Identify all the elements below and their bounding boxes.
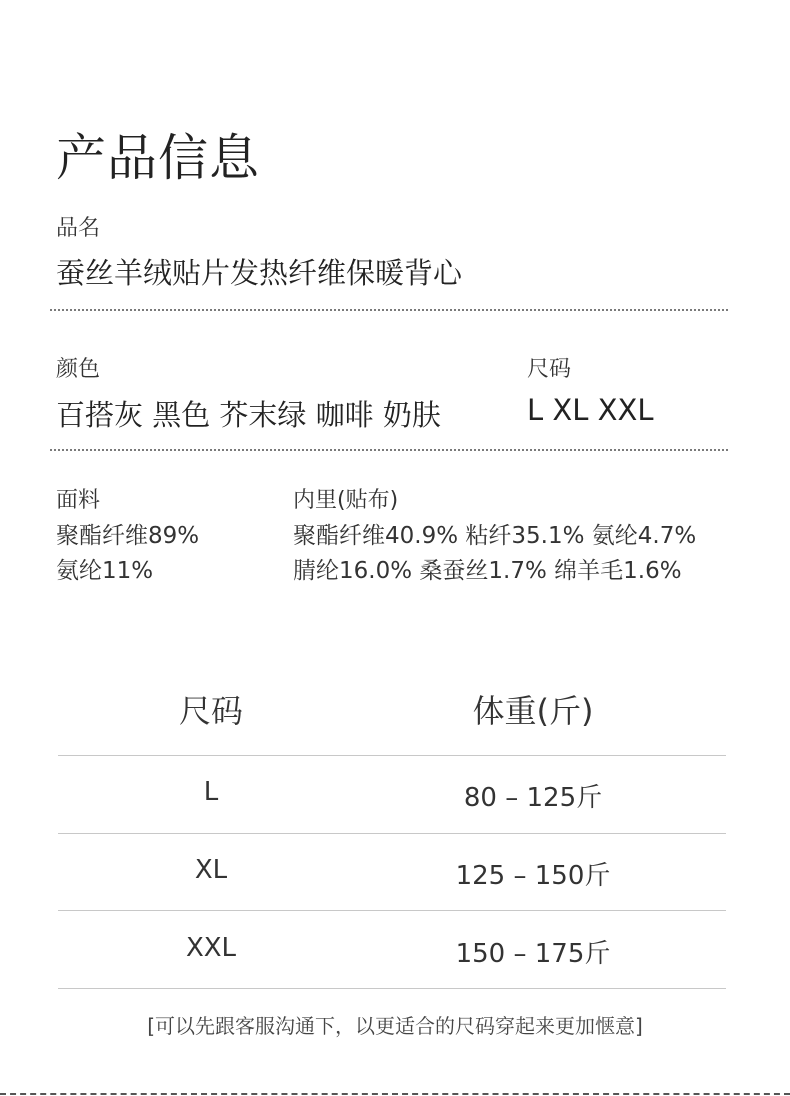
table-cell-size: XL [194, 855, 228, 885]
size-advice-note: [可以先跟客服沟通下，以更适合的尺码穿起来更加惬意] [147, 1014, 643, 1038]
size-value: L XL XXL [527, 393, 654, 427]
lining-line-2: 腈纶16.0% 桑蚕丝1.7% 绵羊毛1.6% [293, 558, 682, 584]
size-label: 尺码 [527, 357, 572, 382]
fabric-label: 面料 [56, 488, 101, 513]
color-value: 百搭灰 黑色 芥末绿 咖啡 奶肤 [56, 398, 441, 432]
table-cell-weight: 150 – 175斤 [455, 939, 611, 969]
product-name-label: 品名 [56, 216, 101, 241]
table-cell-size: L [203, 777, 219, 807]
fabric-line-1: 聚酯纤维89% [56, 523, 200, 549]
table-cell-weight: 125 – 150斤 [455, 861, 611, 891]
product-name-value: 蚕丝羊绒贴片发热纤维保暖背心 [56, 256, 463, 290]
divider [50, 449, 728, 451]
lining-line-1: 聚酯纤维40.9% 粘纤35.1% 氨纶4.7% [293, 523, 697, 549]
page-title: 产品信息 [56, 129, 260, 187]
lining-label: 内里(贴布) [293, 488, 399, 513]
table-cell-weight: 80 – 125斤 [463, 783, 603, 813]
table-header-size: 尺码 [178, 692, 243, 730]
color-label: 颜色 [56, 357, 101, 382]
table-divider [58, 988, 726, 989]
divider [50, 309, 728, 311]
table-divider [58, 833, 726, 834]
fabric-line-2: 氨纶11% [56, 558, 154, 584]
table-divider [58, 910, 726, 911]
table-divider [58, 755, 726, 756]
table-header-weight: 体重(斤) [472, 692, 594, 730]
bottom-dashed-border [0, 1093, 790, 1095]
table-cell-size: XXL [185, 933, 237, 963]
